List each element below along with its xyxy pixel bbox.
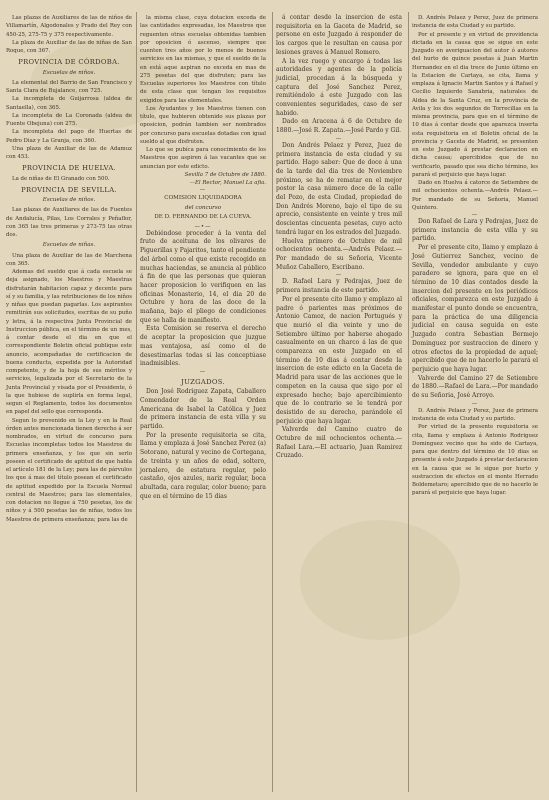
- paragraph: La incompleta del pago de Huertas de Pedro Diaz y La Granja, con 360.: [6, 129, 132, 144]
- paragraph: Don Rafael de Lara y Pedrajas, Juez de primera instancia de esta villa y su partido.: [412, 218, 538, 243]
- separator: —: [335, 272, 343, 279]
- paragraph: D. Andrés Pelaez y Perez, Juez de primera instancia de esta Ciudad y su partido.: [412, 407, 538, 423]
- paragraph: Por la presente requisitoria se cita, llama y emplaza á José Sanchez Perez (a) Sotorano, natural y vecino de Cortegana, de treinta y un años de edad, soltero, jornalero, de estatura regular, pelo castaño, ojos azules, nariz regular, boca abultada, cara regular, color bueno; para que en el término de 15 dias: [140, 431, 266, 500]
- paragraph: Segun lo prevenido en la Ley y en la Real órden antes mencionada tienen derecho á ser nombrados, en virtud de concurso para Escuelas incompletas todos los Maestros de primera enseñanza, y los que sin serlo poseen el certificado de aptitud de que habla el artículo 181 de la Ley; para las de párvulos los que á mas del título posean el certificado de aptitud expedido por la Escuela Normal central de Maestros; para las elementales, con dotacion no llegue á 750 pesetas, los de niños y á 500 pesetas las de niñas, todos los Maestros de primera enseñanza; para las de: [6, 417, 132, 523]
- subheading: Escuelas de niños.: [42, 197, 96, 203]
- column-rule: [272, 12, 273, 792]
- signature: —El Rector, Manuel La afia.: [189, 180, 266, 186]
- separator: —: [199, 369, 207, 375]
- paragraph: Una plaza de Auxiliar de las de Adamuz con 453.: [6, 145, 132, 160]
- subheading: Escuelas de niñas.: [42, 242, 96, 249]
- section-heading-sevilla: PROVINCIA DE SEVILLA.: [21, 185, 117, 194]
- paragraph: Por el presente cito, llamo y emplazo á José Gutierrez Sanchez, vecino de Sevilla, vendedor ambulante y cuyo paradero se ignora, para que en el término de 10 dias contados desde la insercion del presente en los periódicos oficiales, comparezca en este Juzgado á manifestar el punto donde se encuentra, para la práctica de una diligencia judicial en causa seguida en este Juzgado contra Sebastian Bermejo Dominguez por sustraccion de dinero y otros efectos de la propiedad de aquel; apercibido que de no hacerlo le parará el perjuicio que haya lugar.: [412, 244, 538, 373]
- paragraph: Don Andrés Pelaez y Perez, Juez de primera instancia de esta ciudad y su partido. Hago saber: Que de doce á una de la tarde del dia tres de Noviembre próximo, se ha de rematar en el mejor postor la casa número doce de la calle del Pozo, de esta Ciudad, propiedad de Don Andrés Moreno, bajo el tipo de su aprecio, consistente en veinte y tres mil doscientas cincuenta pesetas, cuyo acto tendrá lugar en los estrados del Juzgado.: [276, 141, 402, 236]
- paragraph: La plaza de Auxiliar de las de niñas de San Roque, con 367.: [6, 39, 132, 54]
- paragraph: D. Rafael Lara y Pedrajas, Juez de primera instancia de este partido.: [276, 278, 402, 295]
- separator: —: [199, 187, 207, 194]
- paragraph: Por el presente cito llamo y emplazo al padre ó parientes mas próximos de Antonio Camoz, de nacion Portugués y que murió el dia veinte y uno de Setiembre último por haberse ahogado casualmente en un charco á las de que comparezca en este Juzgado en el término de 10 dias á contar desde la insercion de este edicto en la Gaceta de Madrid para usar de las acciones que le competen en la causa que sigo por el expresado hecho; bajo apercibimiento que de lo contrario se le tendrá por desistido de su derecho, parándole el perjuicio que haya lugar.: [276, 295, 402, 425]
- paragraph: Las plazas de Auxiliares de las de Fuentes de Andalucía, Pilas, Los Corrales y Peñaflor, con 365 las tres primeras y 273-75 las otras dos.: [6, 207, 132, 238]
- date-line: Sevilla 7 de Octubre de 1880.: [184, 171, 266, 178]
- paragraph: Lo que se pubíca para conocimiento de los Maestros que aspiren á las vacantes que se anuncian por este edicto.: [140, 147, 266, 170]
- paragraph: La elemental del Barrio de San Francisco y Santa Clara de Bujalance, con 725.: [6, 79, 132, 94]
- paragraph: La incompleta de Guijarrosa (aldea de Santaella), con 365.: [6, 96, 132, 111]
- paragraph: Los Ayudantes y los Maestros tienen con título, que hubieren obtenido sus plazas por oposicion, podrán tambien ser nombrados por concurso para escuelas dotadas con igual sueldo al que disfruten.: [140, 105, 266, 145]
- paragraph: la misma clase, cuya dotacion exceda de las cantidades expresadas, los Maestros que reguenten otras escuelas obtenidas tambien por oposicion ó ascenso, siempre que cuenten tres años por lo menos de buenos servicios en las mismas, y que el sueldo de la en está aque aspiran no exceda en mas de 275 pesetas del que disfruten; para las Escuelas superiores los Maestros con título de esta clase que tengan los requisitos exigidos para las elementales.: [140, 15, 266, 104]
- notice-heading: DE D. FERNANDO DE LA CUEVA.: [154, 214, 252, 221]
- paragraph: Valverde del Camino 27 de Setiembre de 1880.—Rafael de Lara.—Por mandado de su Señoria, José Arroyo.: [412, 374, 538, 400]
- paragraph: A la vez ruego y encargo á todas las autoridades y agentes de la policía judicial, procedan á la búsqueda y captura del José Sanchez Perez, remitiéndolo á este Juzgado con las convenientes seguridades, caso de ser habido.: [276, 57, 402, 117]
- paragraph: La de niñas de El Granado con 500.: [12, 175, 110, 182]
- paragraph: Debiéndose proceder á la venta del fruto de aceituna de los olivares de Piguerillas y Pajaritos, tanto el pendiente del árbol como el que existe recogido en muchas haciendas, se anuncia al público á fin de que las personas que quieran hacer proposicion lo verifiquen en las oficinas Monasterio, 14, el dia 20 de Octubre y hora de las doce de la mañana, bajo el pliego de condiciones que se halla de manifiesto.: [140, 229, 266, 324]
- subheading: Escuelas de niños.: [42, 69, 96, 76]
- paragraph: á contar desde la insercion de esta requisitoria en la Gaceta de Madrid, se persone en este Juzgado á responder de los cargos que le resultan en causa por lesiones graves á Manuel Romero.: [276, 14, 402, 56]
- column-4: [412, 14, 538, 498]
- paragraph: La incompleta de La Coronada (aldea de Fuente Obejuna) con 275.: [6, 112, 132, 127]
- notice-subheading: del concurso: [184, 204, 222, 211]
- column-rule: [136, 12, 137, 792]
- separator: —•—: [194, 223, 212, 230]
- section-heading-cordoba: PROVINCIA DE CÓRDOBA.: [18, 58, 120, 67]
- paragraph: Por el presente y en virtud de providencia dictada en la causa que se sigue en este Juzgado en averiguacion del autor ó autores del hurto de quince pesetas á Juan Martin Hernandez en el dia trece de Junio último en la Estacion de Cartaya, se cita, llama y emplaza á Ignacio Martin Santos y á Rafael y Cecilio Izquierdo Sanabria, naturales de Aldea de la Santa Cruz, en la provincia de Avila y los dos segundos de Torrecillas en la misma provincia, para que en el término de 10 dias á contar desde que aparezca inserta esta requisitoria en el Boletin oficial de la provincia y Gaceta de Madrid, se presenten en este Juzgado á prestar declaracion en dicha causa; apercibidos que de no verificarlo, pasado que sea dicho término, les parará el perjuicio que haya lugar.: [412, 31, 538, 178]
- paragraph: Las plazas de Auxiliares de las de niños de Villamartín, Algodonales y Prado del Rey con 450-25, 275-75 y 375 respectivamente.: [6, 15, 132, 38]
- separator: —: [335, 135, 343, 142]
- paragraph: Huelva primero de Octubre de mil ochocientos ochenta.—Andrés Pelaez.—Por mandado de su Señoria, Vicente Muñoz Caballero, Escribano.: [276, 237, 402, 271]
- paragraph: D. Andrés Pelaez y Perez, Juez de primera instancia de esta Ciudad y su partido.: [412, 15, 538, 30]
- paragraph: Ademas del sueldo que á cada escuela se deja asignado, los Maestros y Maestras disfrutarán habitacion capaz y decente para sí y su familia, y las retribuciones de los niños y niñas que puedan pagarlas. Los aspirantes remitirán sus solicitudes, escritas de su puño y letra, á la respectiva Junta Provincial de Instruccion pública, en el término de un mes, á contar desde el dia en que el correspondiente Boletin oficial publique este anuncio, acompañadas de certificacion de buena conducta, expedida por la Autoridad competente, y de la hoja de sus méritos y servicios, legalizada por el Secretario de la Junta Provincial y visada por el Presidente, ó la que hubiese de suplirla en forma legal, segun el Reglamento, todos los documentos en papel del sello que corresponda.: [6, 269, 132, 416]
- paragraph: Dado en Huelva á catorce de Setiembre de mil ochocientos ochenta.—Andrés Pelaez.—Por mandado de su Señoria, Manuel Quintero.: [412, 180, 538, 211]
- paragraph: Esta Comision se reserva el derecho de aceptar la proposicion que juzgue mas ventajosa, así como el de desestimarlas todas si las conceptúase inadmisibles.: [140, 325, 266, 368]
- notice-heading: COMISION LIQUIDADORA: [164, 195, 242, 202]
- paragraph: Don José Rodriguez Zapata, Caballero Comendador de la Real Orden Americana de Isabel la Católica y Juez de primera instancia de esta villa y su partido.: [140, 388, 266, 431]
- paragraph: Una plaza de Auxiliar de las de Marchena con 365.: [6, 252, 132, 267]
- section-heading-huelva: PROVINCIA DE HUELVA.: [21, 164, 117, 173]
- column-3: [276, 14, 402, 461]
- column-rule: [408, 12, 409, 792]
- separator: —: [471, 400, 479, 407]
- separator: —: [471, 212, 479, 218]
- paper-stain: [300, 520, 460, 640]
- section-heading-juzgados: JUZGADOS.: [181, 378, 225, 386]
- paragraph: Por virtud de la presente requisitoria se cita, llama y emplaza á Antonio Rodriguez Dominguez vecino que ha sido de Cartaya, para que dentro del término de 10 dias se presente á este Juzgado á prestar declaracion en la causa que se le sigue por hurto y sustraccion de efectos en el monte Herrado Boldemetaro; apercibido que de no hacerlo le parará el perjuicio que haya lugar.: [412, 424, 538, 497]
- column-1: [6, 14, 132, 524]
- column-2: [140, 14, 266, 501]
- date-line: Dado en Aracena á 6 de Octubre de 1880.—José R. Zapata.—José Pardo y Gil.: [276, 118, 402, 135]
- paragraph: Valverde del Camino cuatro de Octubre de mil ochocientos ochenta.—Rafael Lara.—El actuario, Juan Ramirez Cruzado.: [276, 426, 402, 460]
